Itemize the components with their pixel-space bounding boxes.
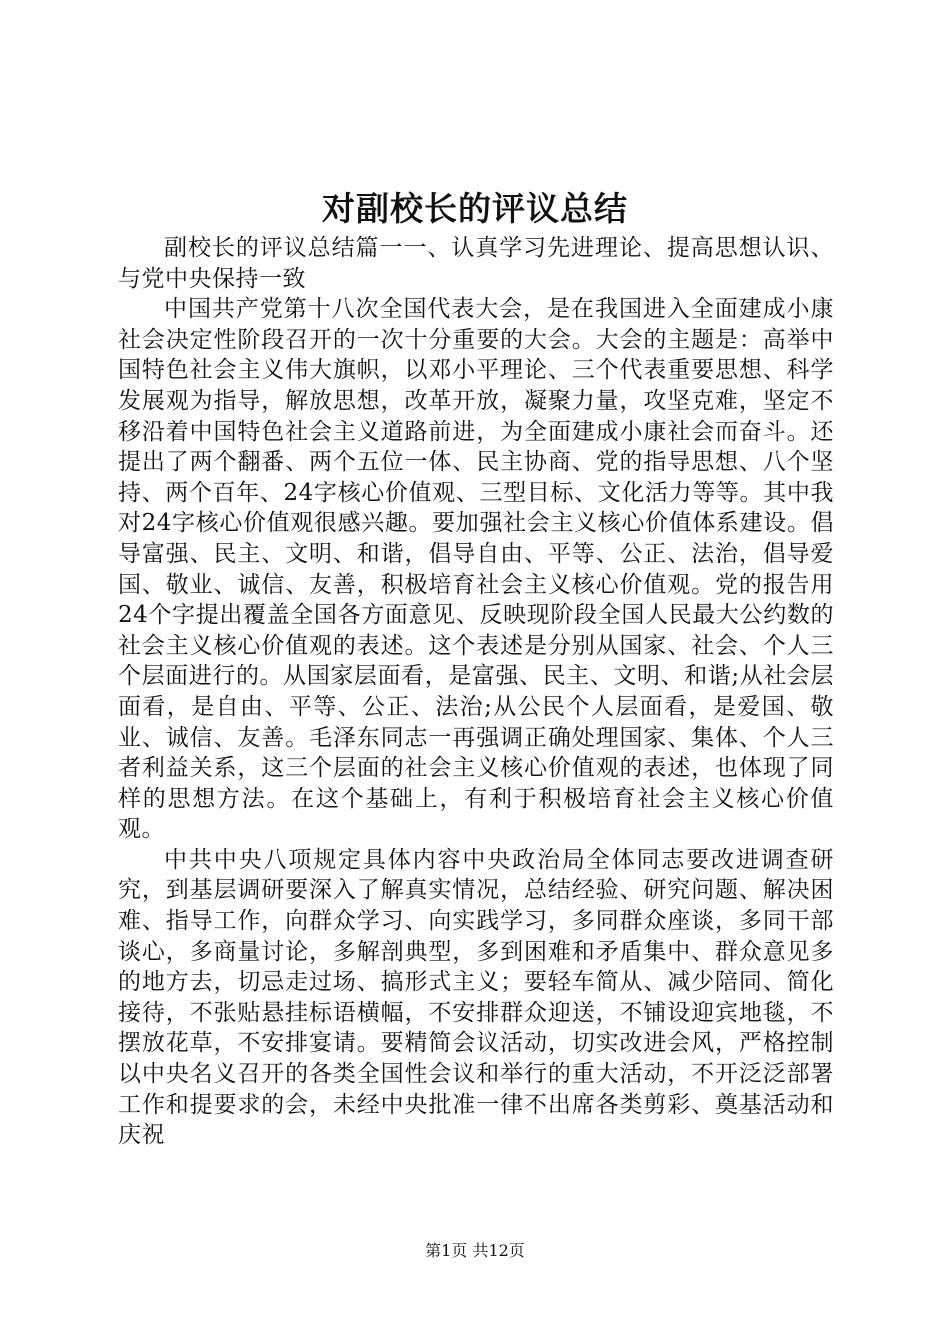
paragraph-3: 中共中央八项规定具体内容中央政治局全体同志要改进调查研究，到基层调研要深入了解真实情况，总结经验、研究问题、解决困难、指导工作，向群众学习、向实践学习，多同群众座谈，多同干部谈心，多商量讨论，多解剖典型，多到困难和矛盾集中、群众意见多的地方去，切忌走过场、搞形式主义；要轻车简从、减少陪同、简化接待，不张贴悬挂标语横幅，不安排群众迎送，不铺设迎宾地毯，不摆放花草，不安排宴请。要精简会议活动，切实改进会风，严格控制以中央名义召开的各类全国性会议和举行的重大活动，不开泛泛部署工作和提要求的会，未经中央批准一律不出席各类剪彩、奠基活动和庆祝 [118,846,834,1149]
page-title: 对副校长的评议总结 [322,189,628,228]
document-body [118,233,834,1151]
paragraph-2: 中国共产党第十八次全国代表大会，是在我国进入全面建成小康社会决定性阶段召开的一次十分重要的大会。大会的主题是：高举中国特色社会主义伟大旗帜，以邓小平理论、三个代表重要思想、科学发展观为指导，解放思想，改革开放，凝聚力量，攻坚克难，坚定不移沿着中国特色社会主义道路前进，为全面建成小康社会而奋斗。还提出了两个翻番、两个五位一体、民主协商、党的指导思想、八个坚持、两个百年、24字核心价值观、三型目标、文化活力等等。其中我对24字核心价值观很感兴趣。要加强社会主义核心价值体系建设。倡导富强、民主、文明、和谐，倡导自由、平等、公正、法治，倡导爱国、敬业、诚信、友善，积极培育社会主义核心价值观。党的报告用24个字提出覆盖全国各方面意见、反映现阶段全国人民最大公约数的社会主义核心价值观的表述。这个表述是分别从国家、社会、个人三个层面进行的。从国家层面看，是富强、民主、文明、和谐;从社会层面看，是自由、平等、公正、法治;从公民个人层面看，是爱国、敬业、诚信、友善。毛泽东同志一再强调正确处理国家、集体、个人三者利益关系，这三个层面的社会主义核心价值观的表述，也体现了同样的思想方法。在这个基础上，有利于积极培育社会主义核心价值观。 [118,296,834,843]
paragraph-1: 副校长的评议总结篇一一、认真学习先进理论、提高思想认识、与党中央保持一致 [118,235,834,292]
page-footer: 第1页 共12页 [425,1241,525,1260]
